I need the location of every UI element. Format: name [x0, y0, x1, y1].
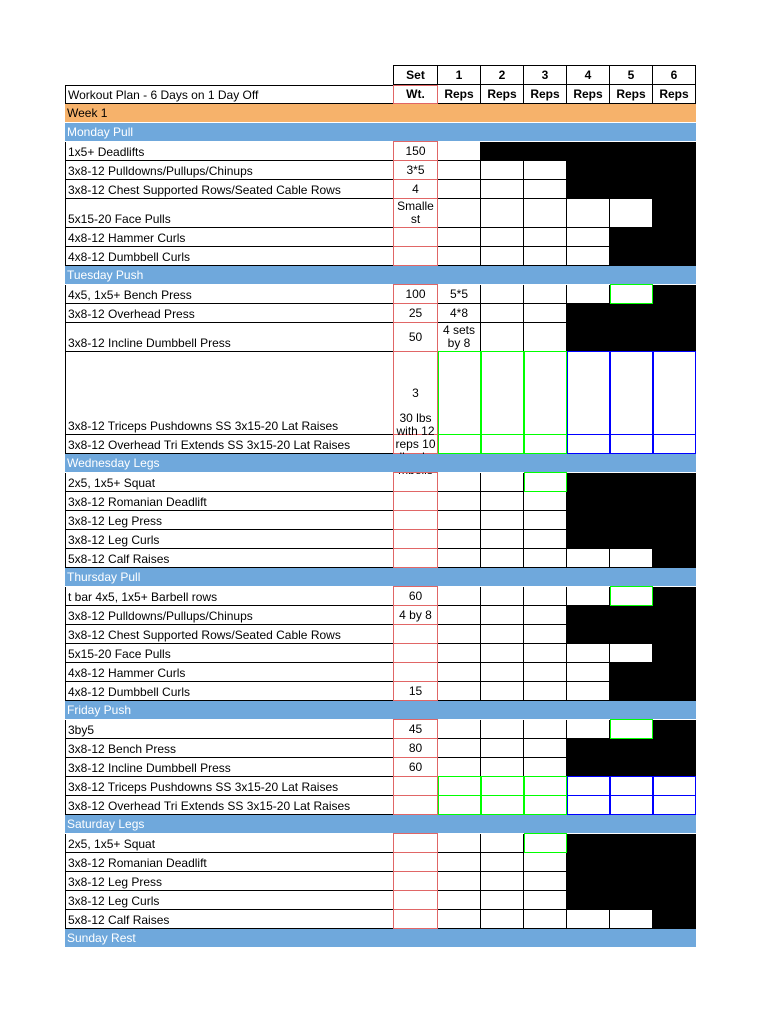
day-section-header: Monday Pull [65, 123, 696, 142]
weight-cell[interactable] [393, 491, 438, 511]
reps-cell-filled [567, 304, 610, 323]
reps-cell[interactable] [653, 795, 696, 815]
exercise-name: 5x8-12 Calf Raises [65, 549, 393, 568]
reps-cell[interactable] [438, 434, 481, 454]
reps-cell[interactable] [438, 776, 481, 796]
reps-cell-filled [653, 625, 696, 644]
reps-cell[interactable] [438, 872, 481, 891]
reps-cell-filled [653, 473, 696, 492]
exercise-name: 3x8-12 Bench Press [65, 739, 393, 758]
reps-cell[interactable] [567, 549, 610, 568]
reps-cell[interactable] [438, 228, 481, 247]
reps-cell[interactable] [438, 606, 481, 625]
reps-cell-filled [610, 872, 653, 891]
weight-cell[interactable]: 15 [393, 681, 438, 701]
reps-label-1: Reps [438, 85, 481, 104]
exercise-name: 4x8-12 Hammer Curls [65, 228, 393, 247]
reps-cell-filled [567, 891, 610, 910]
reps-cell[interactable] [481, 644, 524, 663]
reps-cell-filled [567, 180, 610, 199]
reps-cell-filled [524, 142, 567, 161]
reps-cell[interactable] [481, 625, 524, 644]
weight-cell[interactable]: Smallest [393, 198, 438, 228]
reps-cell[interactable] [481, 663, 524, 682]
reps-cell-filled [610, 853, 653, 872]
reps-cell-filled [653, 142, 696, 161]
weight-cell[interactable]: 45 [393, 719, 438, 739]
reps-cell[interactable] [438, 682, 481, 701]
reps-cell[interactable] [524, 776, 567, 796]
reps-cell[interactable] [524, 872, 567, 891]
set-label: Set [393, 65, 438, 85]
weight-cell[interactable]: 100 [393, 284, 438, 304]
reps-cell-filled [481, 142, 524, 161]
reps-cell[interactable] [481, 511, 524, 530]
reps-cell-filled [610, 247, 653, 266]
reps-cell-filled [653, 199, 696, 228]
reps-cell[interactable] [610, 644, 653, 663]
reps-cell[interactable] [524, 228, 567, 247]
exercise-name: 3x8-12 Leg Press [65, 872, 393, 891]
reps-cell[interactable] [610, 199, 653, 228]
reps-cell[interactable] [524, 199, 567, 228]
weight-cell[interactable] [393, 909, 438, 929]
day-section-header: Thursday Pull [65, 568, 696, 587]
reps-cell[interactable] [524, 682, 567, 701]
exercise-name: t bar 4x5, 1x5+ Barbell rows [65, 587, 393, 606]
reps-cell[interactable]: 5*5 [438, 285, 481, 304]
reps-cell[interactable] [481, 473, 524, 492]
reps-cell[interactable] [567, 199, 610, 228]
reps-cell[interactable] [653, 351, 696, 435]
reps-label-5: Reps [610, 85, 653, 104]
reps-cell[interactable] [524, 758, 567, 777]
reps-cell[interactable] [567, 682, 610, 701]
reps-cell-filled [653, 663, 696, 682]
reps-cell[interactable] [524, 304, 567, 323]
reps-cell[interactable] [610, 795, 653, 815]
reps-cell[interactable] [438, 795, 481, 815]
reps-cell[interactable] [438, 142, 481, 161]
exercise-name: 3x8-12 Romanian Deadlift [65, 853, 393, 872]
exercise-name: 3x8-12 Triceps Pushdowns SS 3x15-20 Lat Raises [65, 777, 393, 796]
reps-cell-filled [567, 142, 610, 161]
exercise-name: 3x8-12 Incline Dumbbell Press [65, 323, 393, 352]
reps-cell[interactable] [438, 739, 481, 758]
reps-cell[interactable] [481, 795, 524, 815]
reps-label-4: Reps [567, 85, 610, 104]
reps-cell-filled [567, 739, 610, 758]
reps-cell[interactable] [481, 853, 524, 872]
reps-cell[interactable] [524, 180, 567, 199]
sheet-title: Workout Plan - 6 Days on 1 Day Off [65, 85, 393, 104]
reps-cell[interactable] [610, 910, 653, 929]
reps-cell[interactable] [481, 530, 524, 549]
reps-cell-filled [610, 228, 653, 247]
reps-cell-filled [653, 853, 696, 872]
reps-cell[interactable] [524, 351, 567, 435]
exercise-name: 3x8-12 Chest Supported Rows/Seated Cable Rows [65, 180, 393, 199]
reps-cell[interactable] [524, 910, 567, 929]
weight-cell[interactable] [393, 795, 438, 815]
reps-cell[interactable] [481, 247, 524, 266]
exercise-name: 3x8-12 Leg Curls [65, 530, 393, 549]
reps-label-3: Reps [524, 85, 567, 104]
reps-cell-filled [653, 606, 696, 625]
weight-cell[interactable]: 80 [393, 738, 438, 758]
reps-cell-filled [567, 530, 610, 549]
reps-cell[interactable] [610, 586, 653, 606]
day-section-header: Tuesday Push [65, 266, 696, 285]
reps-cell[interactable] [524, 625, 567, 644]
reps-cell-filled [653, 304, 696, 323]
reps-cell[interactable] [567, 910, 610, 929]
set-number-5: 5 [610, 65, 653, 85]
exercise-name: 4x8-12 Hammer Curls [65, 663, 393, 682]
reps-cell-filled [567, 872, 610, 891]
reps-cell[interactable] [567, 587, 610, 606]
set-number-6: 6 [653, 65, 696, 85]
reps-cell-filled [653, 682, 696, 701]
exercise-name: 3x8-12 Chest Supported Rows/Seated Cable Rows [65, 625, 393, 644]
day-section-header: Sunday Rest [65, 929, 696, 948]
reps-cell[interactable] [481, 549, 524, 568]
reps-cell[interactable] [438, 853, 481, 872]
reps-cell[interactable] [524, 247, 567, 266]
reps-cell-filled [610, 492, 653, 511]
reps-cell[interactable] [438, 910, 481, 929]
day-section-header: Wednesday Legs [65, 454, 696, 473]
reps-cell-filled [610, 663, 653, 682]
reps-cell-filled [567, 834, 610, 853]
reps-cell[interactable] [481, 587, 524, 606]
reps-cell-filled [653, 587, 696, 606]
week-header: Week 1 [65, 104, 696, 123]
exercise-name: 3x8-12 Leg Curls [65, 891, 393, 910]
reps-cell[interactable] [481, 351, 524, 435]
reps-cell[interactable] [438, 530, 481, 549]
reps-cell[interactable] [524, 663, 567, 682]
reps-cell[interactable] [524, 323, 567, 352]
weight-cell[interactable] [393, 246, 438, 266]
reps-cell-filled [610, 161, 653, 180]
reps-cell-filled [653, 644, 696, 663]
reps-cell-filled [610, 891, 653, 910]
reps-cell[interactable] [481, 758, 524, 777]
reps-cell[interactable] [438, 351, 481, 435]
reps-cell[interactable] [524, 795, 567, 815]
reps-cell[interactable] [481, 910, 524, 929]
reps-cell-filled [653, 739, 696, 758]
reps-cell[interactable] [567, 663, 610, 682]
reps-label-2: Reps [481, 85, 524, 104]
weight-cell[interactable] [393, 643, 438, 663]
reps-cell-filled [610, 625, 653, 644]
set-number-2: 2 [481, 65, 524, 85]
reps-cell-filled [653, 720, 696, 739]
reps-cell[interactable] [438, 492, 481, 511]
weight-cell[interactable]: 3 [393, 351, 438, 435]
reps-cell[interactable] [481, 285, 524, 304]
reps-cell[interactable] [524, 530, 567, 549]
weight-cell[interactable] [393, 624, 438, 644]
reps-cell-filled [567, 492, 610, 511]
exercise-name: 3x8-12 Incline Dumbbell Press [65, 758, 393, 777]
reps-cell[interactable] [524, 739, 567, 758]
exercise-name: 2x5, 1x5+ Squat [65, 834, 393, 853]
reps-cell[interactable] [567, 228, 610, 247]
reps-cell[interactable] [481, 492, 524, 511]
exercise-name: 3x8-12 Overhead Tri Extends SS 3x15-20 Lat Raises [65, 796, 393, 815]
reps-cell-filled [567, 625, 610, 644]
reps-cell[interactable] [567, 247, 610, 266]
reps-cell[interactable] [481, 872, 524, 891]
reps-cell[interactable] [438, 161, 481, 180]
exercise-name: 4x8-12 Dumbbell Curls [65, 247, 393, 266]
weight-cell[interactable] [393, 548, 438, 568]
reps-cell[interactable] [438, 587, 481, 606]
set-number-1: 1 [438, 65, 481, 85]
reps-cell-filled [653, 180, 696, 199]
exercise-name: 3x8-12 Pulldowns/Pullups/Chinups [65, 606, 393, 625]
weight-cell[interactable]: 4 [393, 179, 438, 199]
reps-cell[interactable] [524, 434, 567, 454]
exercise-name: 1x5+ Deadlifts [65, 142, 393, 161]
exercise-name: 3x8-12 Romanian Deadlift [65, 492, 393, 511]
reps-cell-filled [567, 473, 610, 492]
reps-label-6: Reps [653, 85, 696, 104]
reps-cell-filled [653, 549, 696, 568]
reps-cell-filled [653, 758, 696, 777]
reps-cell[interactable] [438, 663, 481, 682]
reps-cell-filled [653, 228, 696, 247]
reps-cell[interactable] [610, 351, 653, 435]
reps-cell[interactable] [481, 228, 524, 247]
set-number-3: 3 [524, 65, 567, 85]
reps-cell-filled [653, 247, 696, 266]
reps-cell[interactable] [438, 758, 481, 777]
reps-cell[interactable] [481, 776, 524, 796]
reps-cell-filled [653, 891, 696, 910]
reps-cell[interactable] [524, 549, 567, 568]
reps-cell-filled [653, 834, 696, 853]
reps-cell[interactable] [481, 161, 524, 180]
reps-cell[interactable] [567, 351, 610, 435]
reps-cell-filled [610, 739, 653, 758]
exercise-name: 3x8-12 Leg Press [65, 511, 393, 530]
set-number-4: 4 [567, 65, 610, 85]
exercise-name: 3x8-12 Overhead Tri Extends SS 3x15-20 Lat Raises [65, 435, 393, 454]
reps-cell-filled [610, 606, 653, 625]
weight-cell[interactable] [393, 871, 438, 891]
exercise-name: 5x15-20 Face Pulls [65, 644, 393, 663]
reps-cell[interactable] [524, 853, 567, 872]
reps-cell[interactable] [524, 472, 567, 492]
day-section-header: Friday Push [65, 701, 696, 720]
weight-cell[interactable]: 60 [393, 757, 438, 777]
reps-cell-filled [567, 853, 610, 872]
reps-cell[interactable] [438, 549, 481, 568]
reps-cell[interactable] [610, 776, 653, 796]
reps-cell[interactable] [438, 473, 481, 492]
reps-cell-filled [610, 323, 653, 352]
reps-cell[interactable] [438, 891, 481, 910]
reps-cell[interactable] [438, 247, 481, 266]
reps-cell-filled [610, 180, 653, 199]
reps-cell[interactable] [438, 511, 481, 530]
weight-cell[interactable] [393, 852, 438, 872]
exercise-name: 3x8-12 Triceps Pushdowns SS 3x15-20 Lat Raises [65, 352, 393, 435]
reps-cell[interactable] [653, 776, 696, 796]
reps-cell[interactable] [438, 625, 481, 644]
reps-cell-filled [567, 606, 610, 625]
reps-cell-filled [653, 872, 696, 891]
reps-cell[interactable] [567, 434, 610, 454]
reps-cell[interactable] [524, 492, 567, 511]
reps-cell[interactable] [481, 891, 524, 910]
reps-cell[interactable] [610, 549, 653, 568]
reps-cell[interactable] [524, 511, 567, 530]
reps-cell-filled [653, 285, 696, 304]
reps-cell-filled [610, 834, 653, 853]
reps-cell-filled [610, 304, 653, 323]
reps-cell-filled [610, 758, 653, 777]
reps-cell[interactable] [481, 323, 524, 352]
reps-cell[interactable] [481, 606, 524, 625]
weight-cell[interactable] [393, 227, 438, 247]
reps-cell[interactable] [438, 199, 481, 228]
reps-cell[interactable] [524, 161, 567, 180]
day-section-header: Saturday Legs [65, 815, 696, 834]
weight-label: Wt. [393, 85, 438, 104]
reps-cell[interactable] [567, 285, 610, 304]
reps-cell[interactable] [567, 795, 610, 815]
reps-cell-filled [610, 682, 653, 701]
reps-cell-filled [567, 758, 610, 777]
weight-cell[interactable]: 4 by 8 [393, 605, 438, 625]
reps-cell[interactable] [524, 720, 567, 739]
weight-cell[interactable] [393, 833, 438, 853]
exercise-name: 5x8-12 Calf Raises [65, 910, 393, 929]
reps-cell-filled [653, 530, 696, 549]
reps-cell[interactable]: 4*8 [438, 304, 481, 323]
weight-cell[interactable] [393, 662, 438, 682]
reps-cell[interactable] [438, 644, 481, 663]
reps-cell[interactable] [438, 180, 481, 199]
reps-cell[interactable] [481, 434, 524, 454]
reps-cell[interactable] [481, 834, 524, 853]
reps-cell-filled [610, 511, 653, 530]
reps-cell[interactable] [438, 834, 481, 853]
reps-cell[interactable] [610, 284, 653, 304]
weight-cell[interactable]: 50 [393, 322, 438, 352]
reps-cell[interactable] [524, 891, 567, 910]
weight-cell[interactable] [393, 529, 438, 549]
reps-cell[interactable] [567, 644, 610, 663]
reps-cell-filled [653, 910, 696, 929]
reps-cell[interactable] [481, 199, 524, 228]
reps-cell[interactable] [481, 739, 524, 758]
reps-cell[interactable] [567, 720, 610, 739]
weight-cell[interactable] [393, 776, 438, 796]
reps-cell-filled [567, 323, 610, 352]
reps-cell[interactable] [481, 682, 524, 701]
reps-cell-filled [567, 511, 610, 530]
weight-cell[interactable] [393, 510, 438, 530]
exercise-name: 4x5, 1x5+ Bench Press [65, 285, 393, 304]
reps-cell-filled [653, 492, 696, 511]
reps-cell[interactable] [653, 434, 696, 454]
exercise-name: 2x5, 1x5+ Squat [65, 473, 393, 492]
exercise-name: 3x8-12 Overhead Press [65, 304, 393, 323]
reps-cell[interactable] [567, 776, 610, 796]
reps-cell[interactable] [481, 304, 524, 323]
exercise-name: 3x8-12 Pulldowns/Pullups/Chinups [65, 161, 393, 180]
weight-cell[interactable]: 60 [393, 586, 438, 606]
reps-cell[interactable] [610, 434, 653, 454]
reps-cell[interactable] [481, 720, 524, 739]
weight-cell[interactable] [393, 890, 438, 910]
reps-cell-filled [653, 323, 696, 352]
reps-cell-filled [653, 161, 696, 180]
reps-cell[interactable] [524, 587, 567, 606]
reps-cell-filled [610, 142, 653, 161]
weight-cell[interactable]: 3*5 [393, 160, 438, 180]
reps-cell[interactable] [524, 644, 567, 663]
reps-cell-filled [567, 161, 610, 180]
weight-cell[interactable]: 150 [393, 141, 438, 161]
reps-cell[interactable] [524, 606, 567, 625]
weight-cell[interactable]: 25 [393, 303, 438, 323]
weight-cell[interactable] [393, 472, 438, 492]
header-spacer [65, 65, 393, 85]
reps-cell[interactable] [438, 720, 481, 739]
weight-cell[interactable]: 30 lbs with 12 reps 10 [393, 434, 438, 454]
exercise-name: 5x15-20 Face Pulls [65, 199, 393, 228]
reps-cell[interactable]: 4 sets by 8 [438, 323, 481, 352]
reps-cell-filled [610, 473, 653, 492]
reps-cell[interactable] [524, 833, 567, 853]
reps-cell[interactable] [481, 180, 524, 199]
reps-cell[interactable] [610, 719, 653, 739]
reps-cell-filled [653, 511, 696, 530]
reps-cell-filled [610, 530, 653, 549]
reps-cell[interactable] [524, 285, 567, 304]
exercise-name: 3by5 [65, 720, 393, 739]
exercise-name: 4x8-12 Dumbbell Curls [65, 682, 393, 701]
